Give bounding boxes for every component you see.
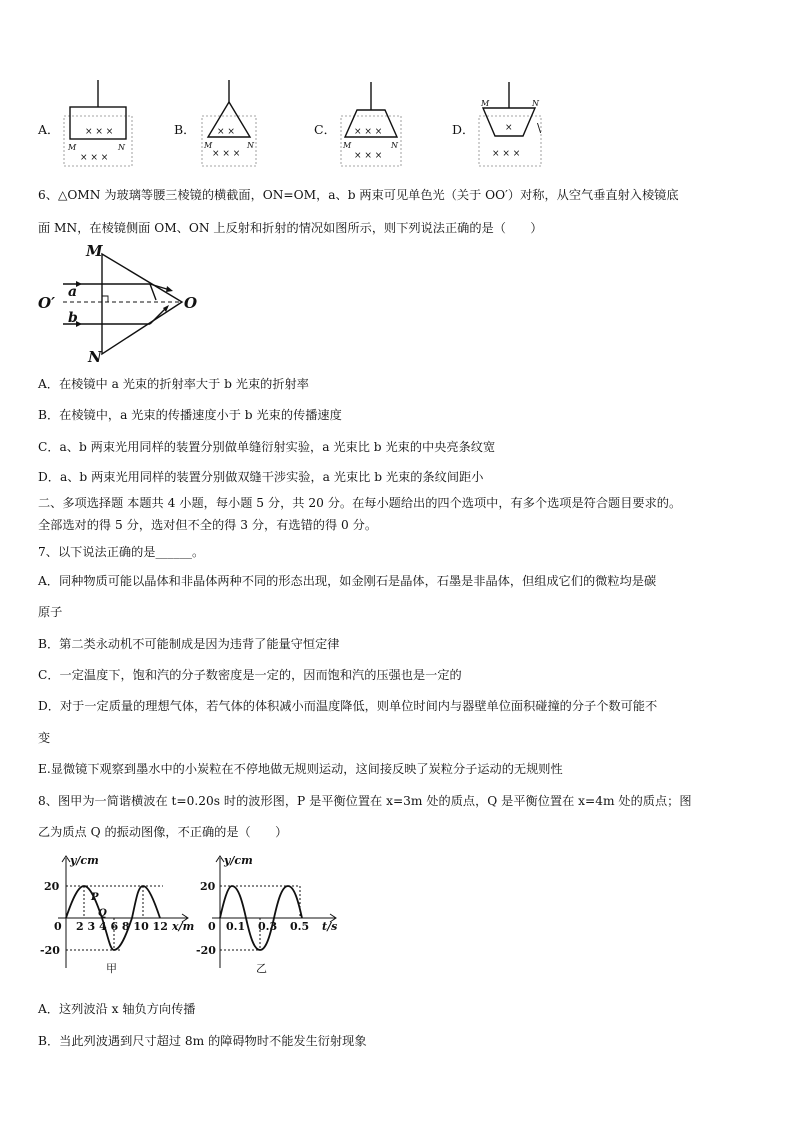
- q7-option-c: C．一定温度下，饱和汽的分子数密度是一定的，因而饱和汽的压强也是一定的: [38, 668, 462, 682]
- q7-stem: 7、以下说法正确的是______。: [38, 545, 205, 559]
- ray-b-label: b: [68, 310, 78, 326]
- yi-caption: 乙: [256, 962, 267, 975]
- option-c-m: M: [343, 141, 352, 150]
- ray-a-label: a: [68, 284, 78, 300]
- jia-y-axis-label: y/cm: [70, 854, 99, 867]
- wave-graph-jia: [38, 850, 203, 980]
- q8-option-a: A．这列波沿 x 轴负方向传播: [38, 1002, 196, 1016]
- jia-caption: 甲: [106, 962, 117, 975]
- yi-t3: 0.3: [258, 920, 278, 933]
- yi-y-axis-label: y/cm: [224, 854, 253, 867]
- options-figure-row: [0, 70, 794, 170]
- q7-option-a-line2: 原子: [38, 605, 63, 619]
- q7-option-b: B．第二类永动机不可能制成是因为违背了能量守恒定律: [38, 637, 340, 651]
- q6-option-d: D．a、b 两束光用同样的装置分别做双缝干涉实验，a 光束比 b 光束的条纹间距小: [38, 470, 484, 484]
- q6-option-a: A．在棱镜中 a 光束的折射率大于 b 光束的折射率: [38, 377, 309, 391]
- option-b-x-marks-lower: × × ×: [212, 149, 241, 159]
- prism-m-label: M: [86, 242, 103, 260]
- prism-o-prime-label: O′: [38, 294, 56, 312]
- option-c-x-marks: × × ×: [354, 127, 383, 137]
- option-d-m: M: [481, 99, 490, 108]
- q6-stem-line1: 6、△OMN 为玻璃等腰三棱镜的横截面，ON=OM，a、b 两束可见单色光（关于 OO′）对称，从空气垂直射入棱镜底: [38, 188, 679, 202]
- option-d-x-marks-lower: × × ×: [492, 149, 521, 159]
- option-a-n: N: [118, 143, 125, 152]
- option-a-label: A．: [38, 122, 60, 137]
- jia-p-label: P: [91, 892, 99, 903]
- yi-origin: 0: [208, 920, 216, 933]
- jia-y-neg: -20: [40, 944, 60, 957]
- jia-q-label: Q: [98, 908, 107, 919]
- yi-y-neg: -20: [196, 944, 216, 957]
- prism-o-label: O: [184, 294, 198, 312]
- jia-origin: 0: [54, 920, 62, 933]
- option-c-n: N: [391, 141, 398, 150]
- option-d-label: D．: [452, 122, 475, 137]
- option-b-m: M: [204, 141, 213, 150]
- q6-prism-figure: [30, 242, 210, 366]
- q7-option-a-line1: A．同种物质可能以晶体和非晶体两种不同的形态出现，如金刚石是晶体，石墨是非晶体，但组成它们的微粒均是碳: [38, 574, 657, 588]
- yi-x-axis-label: t/s: [322, 920, 338, 933]
- option-c-x-marks-lower: × × ×: [354, 151, 383, 161]
- q6-option-b: B．在棱镜中，a 光束的传播速度小于 b 光束的传播速度: [38, 408, 342, 422]
- option-a-x-marks-lower: × × ×: [80, 153, 109, 163]
- yi-y-pos: 20: [200, 880, 216, 893]
- jia-x-axis-label: x/m: [172, 920, 195, 933]
- yi-t1: 0.1: [226, 920, 246, 933]
- q7-option-e: E.显微镜下观察到墨水中的小炭粒在不停地做无规则运动，这间接反映了炭粒分子运动的无规则性: [38, 762, 563, 776]
- jia-x-ticks: 2 3 4 6 8 10 12: [76, 920, 168, 933]
- option-a-x-marks: × × ×: [85, 127, 114, 137]
- section2-line1: 二、多项选择题 本题共 4 小题，每小题 5 分，共 20 分。在每小题给出的四个选项中，有多个选项是符合题目要求的。: [38, 496, 682, 510]
- option-d-n: N: [532, 99, 539, 108]
- yi-t5: 0.5: [290, 920, 310, 933]
- option-a-m: M: [68, 143, 77, 152]
- q6-option-c: C．a、b 两束光用同样的装置分别做单缝衍射实验，a 光束比 b 光束的中央亮条纹宽: [38, 440, 496, 454]
- option-d-slash: \: [537, 121, 542, 135]
- jia-y-pos: 20: [44, 880, 60, 893]
- option-b-label: B．: [174, 122, 196, 137]
- q8-option-b: B．当此列波遇到尺寸超过 8m 的障碍物时不能发生衍射现象: [38, 1034, 367, 1048]
- q8-stem-line1: 8、图甲为一简谐横波在 t=0.20s 时的波形图，P 是平衡位置在 x=3m 处的质点，Q 是平衡位置在 x=4m 处的质点；图: [38, 794, 692, 808]
- q7-option-d-line1: D．对于一定质量的理想气体，若气体的体积减小而温度降低，则单位时间内与器壁单位面积碰撞的分子个数可能不: [38, 699, 658, 713]
- vibration-graph-yi: [196, 850, 356, 980]
- option-c-label: C．: [314, 122, 337, 137]
- q8-stem-line2: 乙为质点 Q 的振动图像，不正确的是（ ）: [38, 825, 288, 839]
- q6-stem-line2: 面 MN，在棱镜侧面 OM、ON 上反射和折射的情况如图所示，则下列说法正确的是（ ）: [38, 221, 543, 235]
- prism-n-label: N: [88, 348, 102, 366]
- option-b-x-marks: × ×: [217, 127, 235, 137]
- option-d-x-marks: ×: [505, 123, 513, 133]
- section2-line2: 全部选对的得 5 分，选对但不全的得 3 分，有选错的得 0 分。: [38, 518, 378, 532]
- option-b-n: N: [247, 141, 254, 150]
- option-figures: [0, 70, 794, 170]
- q7-option-d-line2: 变: [38, 731, 51, 745]
